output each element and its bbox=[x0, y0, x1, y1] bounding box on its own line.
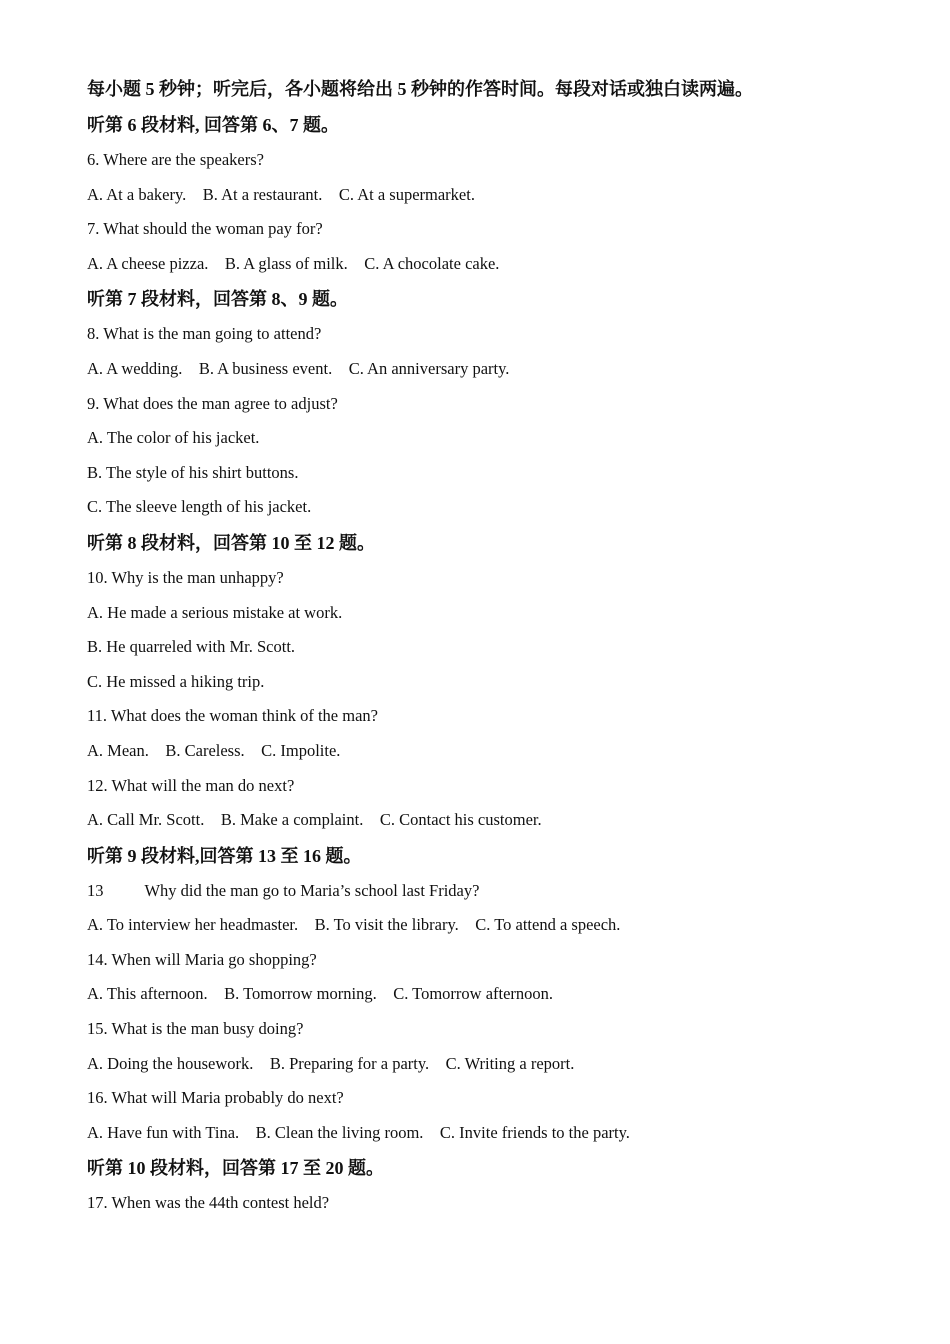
section-heading-7: 听第 7 段材料，回答第 8、9 题。 bbox=[87, 289, 348, 310]
question-12: 12. What will the man do next? bbox=[87, 775, 295, 795]
section-heading-6: 听第 6 段材料, 回答第 6、7 题。 bbox=[87, 115, 339, 135]
option-10a: A. He made a serious mistake at work. bbox=[87, 602, 343, 622]
options-6: A. At a bakery. B. At a restaurant. C. At a supermarket. bbox=[87, 184, 475, 204]
question-11: 11. What does the woman think of the man? bbox=[87, 706, 378, 726]
options-15: A. Doing the housework. B. Preparing for a party. C. Writing a report. bbox=[87, 1053, 575, 1073]
question-15: 15. What is the man busy doing? bbox=[87, 1019, 304, 1039]
options-16: A. Have fun with Tina. B. Clean the living room. C. Invite friends to the party. bbox=[87, 1122, 630, 1142]
option-10c: C. He missed a hiking trip. bbox=[87, 671, 265, 691]
section-heading-8: 听第 8 段材料，回答第 10 至 12 题。 bbox=[87, 532, 375, 553]
section-heading-10: 听第 10 段材料，回答第 17 至 20 题。 bbox=[87, 1158, 384, 1179]
options-8: A. A wedding. B. A business event. C. An anniversary party. bbox=[87, 358, 510, 378]
section-heading-9: 听第 9 段材料,回答第 13 至 16 题。 bbox=[87, 845, 362, 866]
question-16: 16. What will Maria probably do next? bbox=[87, 1088, 344, 1108]
options-13: A. To interview her headmaster. B. To visit the library. C. To attend a speech. bbox=[87, 915, 621, 935]
document-page bbox=[87, 78, 877, 1228]
options-11: A. Mean. B. Careless. C. Impolite. bbox=[87, 740, 341, 760]
option-10b: B. He quarreled with Mr. Scott. bbox=[87, 637, 296, 657]
option-9c: C. The sleeve length of his jacket. bbox=[87, 497, 312, 517]
question-6: 6. Where are the speakers? bbox=[87, 150, 264, 169]
options-12: A. Call Mr. Scott. B. Make a complaint. C. Contact his customer. bbox=[87, 810, 542, 830]
option-9a: A. The color of his jacket. bbox=[87, 428, 260, 448]
question-7: 7. What should the woman pay for? bbox=[87, 219, 323, 239]
question-10: 10. Why is the man unhappy? bbox=[87, 567, 284, 587]
option-9b: B. The style of his shirt buttons. bbox=[87, 462, 299, 482]
options-7: A. A cheese pizza. B. A glass of milk. C. A chocolate cake. bbox=[87, 253, 500, 273]
question-13: 13 Why did the man go to Maria’s school last Friday? bbox=[87, 880, 480, 900]
options-14: A. This afternoon. B. Tomorrow morning. C. Tomorrow afternoon. bbox=[87, 984, 554, 1004]
question-17: 17. When was the 44th contest held? bbox=[87, 1193, 330, 1213]
question-9: 9. What does the man agree to adjust? bbox=[87, 393, 338, 413]
question-8: 8. What is the man going to attend? bbox=[87, 324, 322, 344]
instructions-text: 每小题 5 秒钟；听完后，各小题将给出 5 秒钟的作答时间。每段对话或独白读两遍。 bbox=[87, 79, 753, 99]
question-14: 14. When will Maria go shopping? bbox=[87, 949, 317, 969]
